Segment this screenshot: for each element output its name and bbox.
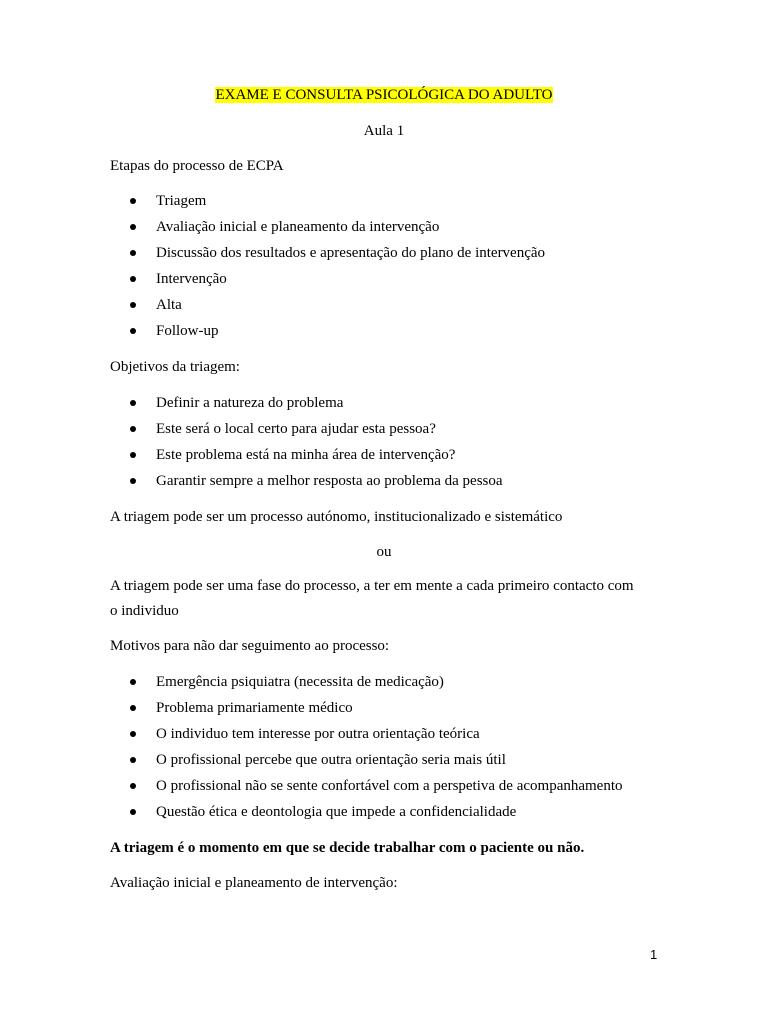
bullet-icon (130, 731, 136, 737)
section-heading-stages: Etapas do processo de ECPA (110, 158, 284, 174)
section-heading-reasons: Motivos para não dar seguimento ao processo: (110, 638, 390, 654)
bullet-icon (130, 224, 136, 230)
list-item-text: Definir a natureza do problema (156, 395, 344, 411)
conjunction-or: ou (376, 544, 392, 560)
section-heading-triage-goals: Objetivos da triagem: (110, 359, 240, 375)
bullet-icon (130, 809, 136, 815)
page-number: 1 (650, 947, 658, 962)
list-item-text: Problema primariamente médico (156, 700, 353, 716)
list-item-text: Este problema está na minha área de intervenção? (156, 447, 456, 463)
section-heading-initial-assessment: Avaliação inicial e planeamento de intervenção: (110, 875, 398, 891)
bullet-icon (130, 426, 136, 432)
paragraph-triage-autonomous: A triagem pode ser um processo autónomo, institucionalizado e sistemático (110, 509, 563, 525)
paragraph-triage-phase-line1: A triagem pode ser uma fase do processo, a ter em mente a cada primeiro contacto com (110, 578, 634, 594)
bullet-icon (130, 400, 136, 406)
paragraph-triage-phase-line2: o individuo (110, 603, 179, 619)
list-item-text: Emergência psiquiatra (necessita de medicação) (156, 674, 444, 690)
bullet-icon (130, 302, 136, 308)
list-item-text: O profissional percebe que outra orientação seria mais útil (156, 752, 506, 768)
document-title-line (0, 86, 768, 104)
list-item-text: Intervenção (156, 271, 227, 287)
document-title: EXAME E CONSULTA PSICOLÓGICA DO ADULTO (215, 87, 553, 103)
list-item-text: Alta (156, 297, 182, 313)
list-item-text: Este será o local certo para ajudar esta pessoa? (156, 421, 436, 437)
bullet-icon (130, 705, 136, 711)
bullet-icon (130, 276, 136, 282)
bullet-icon (130, 478, 136, 484)
bullet-icon (130, 328, 136, 334)
bullet-icon (130, 783, 136, 789)
list-item-text: Discussão dos resultados e apresentação do plano de intervenção (156, 245, 546, 261)
list-item-text: O profissional não se sente confortável com a perspetiva de acompanhamento (156, 778, 623, 794)
bullet-icon (130, 198, 136, 204)
list-item-text: Follow-up (156, 323, 219, 339)
list-item-text: Garantir sempre a melhor resposta ao problema da pessoa (156, 473, 503, 489)
lesson-label: Aula 1 (363, 123, 405, 139)
bullet-icon (130, 250, 136, 256)
list-item-text: Triagem (156, 193, 207, 209)
bullet-icon (130, 757, 136, 763)
list-item-text: Avaliação inicial e planeamento da intervenção (156, 219, 440, 235)
bullet-icon (130, 679, 136, 685)
list-item-text: O individuo tem interesse por outra orientação teórica (156, 726, 480, 742)
bullet-icon (130, 452, 136, 458)
list-item-text: Questão ética e deontologia que impede a confidencialidade (156, 804, 517, 820)
bold-statement: A triagem é o momento em que se decide trabalhar com o paciente ou não. (110, 840, 585, 856)
